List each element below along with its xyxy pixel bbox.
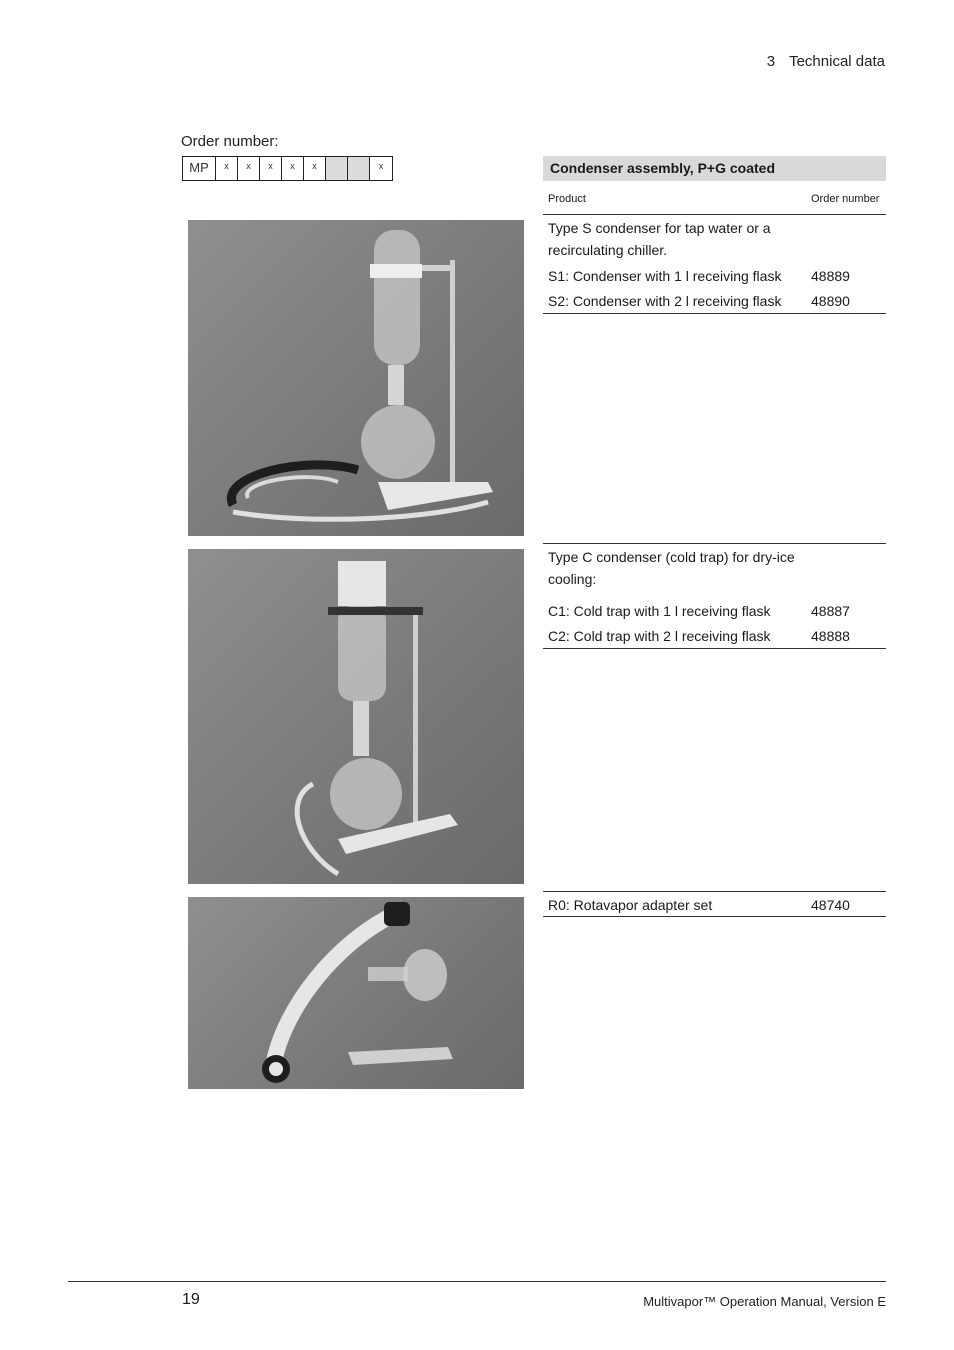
column-header-product: Product (548, 193, 586, 205)
table-row-product: S2: Condenser with 2 l receiving flask (548, 293, 782, 309)
table-row-order-number: 48740 (811, 897, 850, 913)
table-divider (543, 648, 886, 649)
rotavapor-adapter-set-photo (188, 897, 524, 1089)
order-box: x (304, 157, 326, 180)
cold-trap-type-c-photo (188, 549, 524, 884)
column-header-order-number: Order number (811, 193, 880, 205)
table-divider (543, 313, 886, 314)
page-header (767, 53, 885, 70)
order-box: x (216, 157, 238, 180)
order-box: x (238, 157, 260, 180)
order-box: x (260, 157, 282, 180)
table-title: Condenser assembly, P+G coated (543, 156, 886, 181)
chapter-title: Technical data (789, 53, 885, 70)
footer-title: Multivapor™ Operation Manual, Version E (643, 1294, 886, 1309)
order-number-boxes (182, 156, 393, 181)
group-description: Type S condenser for tap water or a recirculating chiller. (548, 220, 771, 258)
table-divider (543, 214, 886, 215)
order-box: x (282, 157, 304, 180)
order-box-prefix: MP (183, 157, 216, 180)
page-number: 19 (182, 1291, 200, 1308)
table-row-order-number: 48889 (811, 268, 850, 284)
condenser-type-s-photo (188, 220, 524, 536)
footer-divider (68, 1281, 886, 1282)
table-divider (543, 891, 886, 892)
order-box: x (378, 161, 384, 171)
order-box-shaded (348, 157, 370, 180)
group-description: Type C condenser (cold trap) for dry-ice cooling: (548, 549, 795, 587)
order-box-shaded (326, 157, 348, 180)
table-row-product: S1: Condenser with 1 l receiving flask (548, 268, 782, 284)
table-divider (543, 916, 886, 917)
table-row-order-number: 48887 (811, 603, 850, 619)
table-row-product: R0: Rotavapor adapter set (548, 897, 713, 913)
chapter-number: 3 (766, 53, 776, 70)
table-row-order-number: 48890 (811, 293, 850, 309)
order-number-label: Order number: (181, 133, 279, 150)
table-row-order-number: 48888 (811, 628, 850, 644)
table-row-product: C2: Cold trap with 2 l receiving flask (548, 628, 771, 644)
table-divider (543, 543, 886, 544)
table-row-product: C1: Cold trap with 1 l receiving flask (548, 603, 771, 619)
